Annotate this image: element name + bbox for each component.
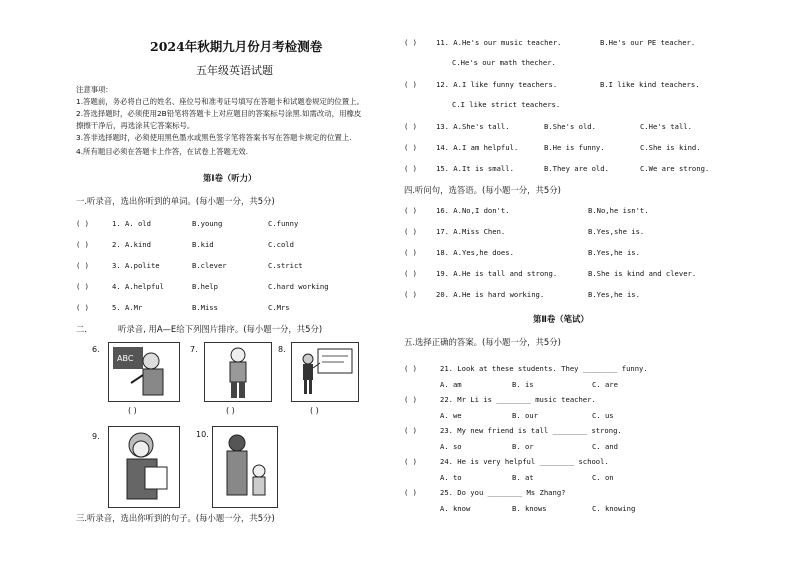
- answer-bracket[interactable]: ( ): [128, 406, 137, 415]
- option-c: C.strict: [268, 261, 303, 270]
- picture-number: 6.: [92, 345, 100, 354]
- answer-bracket[interactable]: ( ): [404, 206, 417, 215]
- question-23: 23. My new friend is tall ________ strong.: [440, 426, 622, 435]
- option-a: A. know: [440, 504, 471, 513]
- option-b: B.Yes,he is.: [588, 248, 640, 257]
- option-b: B.clever: [192, 261, 227, 270]
- option-b: B.She is kind and clever.: [588, 269, 697, 278]
- picture-number: 8.: [278, 345, 286, 354]
- answer-bracket[interactable]: ( ): [76, 219, 89, 228]
- option-c: C.We are strong.: [640, 164, 710, 173]
- option-b: B.young: [192, 219, 223, 228]
- note-1: 1.答题前，务必将自己的姓名、座位号和准考证号填写在答题卡和试题卷规定的位置上。: [76, 97, 364, 106]
- question-15: 15. A.It is small.: [436, 164, 514, 173]
- question-5: 5. A.Mr: [112, 303, 143, 312]
- answer-bracket[interactable]: ( ): [404, 164, 417, 173]
- answer-bracket[interactable]: ( ): [404, 457, 417, 466]
- answer-bracket[interactable]: ( ): [404, 227, 417, 236]
- question-16: 16. A.No,I don't.: [436, 206, 510, 215]
- option-b: B.They are old.: [544, 164, 609, 173]
- option-c: C.funny: [268, 219, 299, 228]
- note-3: 3.答非选择题时，必须使用黑色墨水或黑色签字笔将答案书写在答题卡规定的位置上.: [76, 133, 352, 142]
- picture-9: [108, 426, 180, 508]
- exam-subtitle: 五年级英语试题: [196, 64, 273, 77]
- question-11: 11. A.He's our music teacher.: [436, 38, 562, 47]
- question-14: 14. A.I am helpful.: [436, 143, 519, 152]
- part-2-heading: 第Ⅱ卷（笔试）: [533, 314, 589, 324]
- option-c: C.cold: [268, 240, 294, 249]
- option-b: B. knows: [512, 504, 547, 513]
- question-4: 4. A.helpful: [112, 282, 164, 291]
- option-a: A. so: [440, 442, 462, 451]
- option-b: B.kid: [192, 240, 214, 249]
- question-13: 13. A.She's tall.: [436, 122, 510, 131]
- option-a: A. we: [440, 411, 462, 420]
- answer-bracket[interactable]: ( ): [404, 38, 417, 47]
- answer-bracket[interactable]: ( ): [404, 290, 417, 299]
- section-5-heading: 五.选择正确的答案。(每小题一分，共5分): [404, 337, 561, 347]
- option-b: B.He's our PE teacher.: [600, 38, 696, 47]
- answer-bracket[interactable]: ( ): [404, 488, 417, 497]
- answer-bracket[interactable]: ( ): [226, 406, 235, 415]
- option-c: C.Mrs: [268, 303, 290, 312]
- part-1-heading: 第I卷（听力）: [203, 173, 257, 183]
- question-12: 12. A.I like funny teachers.: [436, 80, 558, 89]
- note-4: 4.所有题目必须在答题卡上作答，在试卷上答题无效.: [76, 147, 248, 156]
- option-c: C.hard working: [268, 282, 329, 291]
- option-a: A. to: [440, 473, 462, 482]
- picture-number: 10.: [196, 430, 209, 439]
- option-c: C.He's our math thecher.: [452, 58, 556, 67]
- option-a: A. am: [440, 380, 462, 389]
- picture-number: 7.: [190, 345, 198, 354]
- answer-bracket[interactable]: ( ): [76, 303, 89, 312]
- option-b: B.He is funny.: [544, 143, 605, 152]
- question-2: 2. A.kind: [112, 240, 151, 249]
- option-b: B.She's old.: [544, 122, 596, 131]
- picture-10: [212, 426, 278, 508]
- notes-heading: 注意事项:: [76, 85, 109, 94]
- exam-title: 2024年秋期九月份月考检测卷: [150, 39, 323, 54]
- question-21: 21. Look at these students. They ________ funny.: [440, 364, 648, 373]
- option-c: C.I like strict teachers.: [452, 100, 561, 109]
- question-3: 3. A.polite: [112, 261, 160, 270]
- option-c: C.She is kind.: [640, 143, 701, 152]
- option-c: C. knowing: [592, 504, 636, 513]
- section-2-heading: 听录音, 用A—E给下列图片排序。(每小题一分，共5分): [118, 324, 323, 334]
- note-2a: 2.答选择题时，必须使用2B铅笔将答题卡上对应题目的答案标号涂黑.如需改动，用橡皮: [76, 109, 362, 118]
- teacher-pointing-board-illustration: [292, 343, 358, 401]
- answer-bracket[interactable]: ( ): [76, 282, 89, 291]
- question-22: 22. Mr Li is ________ music teacher.: [440, 395, 596, 404]
- answer-bracket[interactable]: ( ): [404, 269, 417, 278]
- question-1: 1. A. old: [112, 219, 151, 228]
- option-b: B.I like kind teachers.: [600, 80, 700, 89]
- option-b: B.Yes,he is.: [588, 290, 640, 299]
- answer-bracket[interactable]: ( ): [404, 122, 417, 131]
- section-2-number: 二.: [76, 324, 88, 334]
- option-b: B. at: [512, 473, 534, 482]
- answer-bracket[interactable]: ( ): [404, 143, 417, 152]
- answer-bracket[interactable]: ( ): [404, 426, 417, 435]
- option-c: C. us: [592, 411, 614, 420]
- picture-7: [204, 342, 272, 402]
- question-17: 17. A.Miss Chen.: [436, 227, 506, 236]
- question-24: 24. He is very helpful ________ school.: [440, 457, 609, 466]
- note-2b: 擦擦干净后，再选涂其它答案标号。: [76, 121, 195, 130]
- option-b: B.Yes,she is.: [588, 227, 645, 236]
- option-b: B.help: [192, 282, 218, 291]
- picture-6: [108, 342, 180, 402]
- section-1-heading: 一.听录音，选出你听到的单词。(每小题一分，共5分): [76, 196, 275, 206]
- man-standing-illustration: [205, 343, 271, 401]
- section-3-heading: 三.听录音，选出你听到的句子。(每小题一分，共5分): [76, 513, 275, 523]
- answer-bracket[interactable]: ( ): [76, 240, 89, 249]
- question-18: 18. A.Yes,he does.: [436, 248, 514, 257]
- woman-reading-illustration: [109, 427, 179, 507]
- section-4-heading: 四.听问句，选答语。(每小题一分，共5分): [404, 185, 561, 195]
- option-b: B. is: [512, 380, 534, 389]
- option-b: B. our: [512, 411, 538, 420]
- woman-and-child-illustration: [213, 427, 277, 507]
- answer-bracket[interactable]: ( ): [404, 364, 417, 373]
- question-25: 25. Do you ________ Ms Zhang?: [440, 488, 566, 497]
- option-b: B.Miss: [192, 303, 218, 312]
- answer-bracket[interactable]: ( ): [76, 261, 89, 270]
- teacher-blackboard-illustration: [109, 343, 179, 401]
- answer-bracket[interactable]: ( ): [404, 80, 417, 89]
- answer-bracket[interactable]: ( ): [310, 406, 319, 415]
- answer-bracket[interactable]: ( ): [404, 395, 417, 404]
- option-c: C.He's tall.: [640, 122, 692, 131]
- option-b: B.No,he isn't.: [588, 206, 649, 215]
- option-b: B. or: [512, 442, 534, 451]
- question-20: 20. A.He is hard working.: [436, 290, 545, 299]
- option-c: C. and: [592, 442, 618, 451]
- option-c: C. on: [592, 473, 614, 482]
- picture-number: 9.: [92, 432, 100, 441]
- question-19: 19. A.He is tall and strong.: [436, 269, 558, 278]
- option-c: C. are: [592, 380, 618, 389]
- svg-text:ABC: ABC: [117, 354, 134, 363]
- answer-bracket[interactable]: ( ): [404, 248, 417, 257]
- picture-8: [291, 342, 359, 402]
